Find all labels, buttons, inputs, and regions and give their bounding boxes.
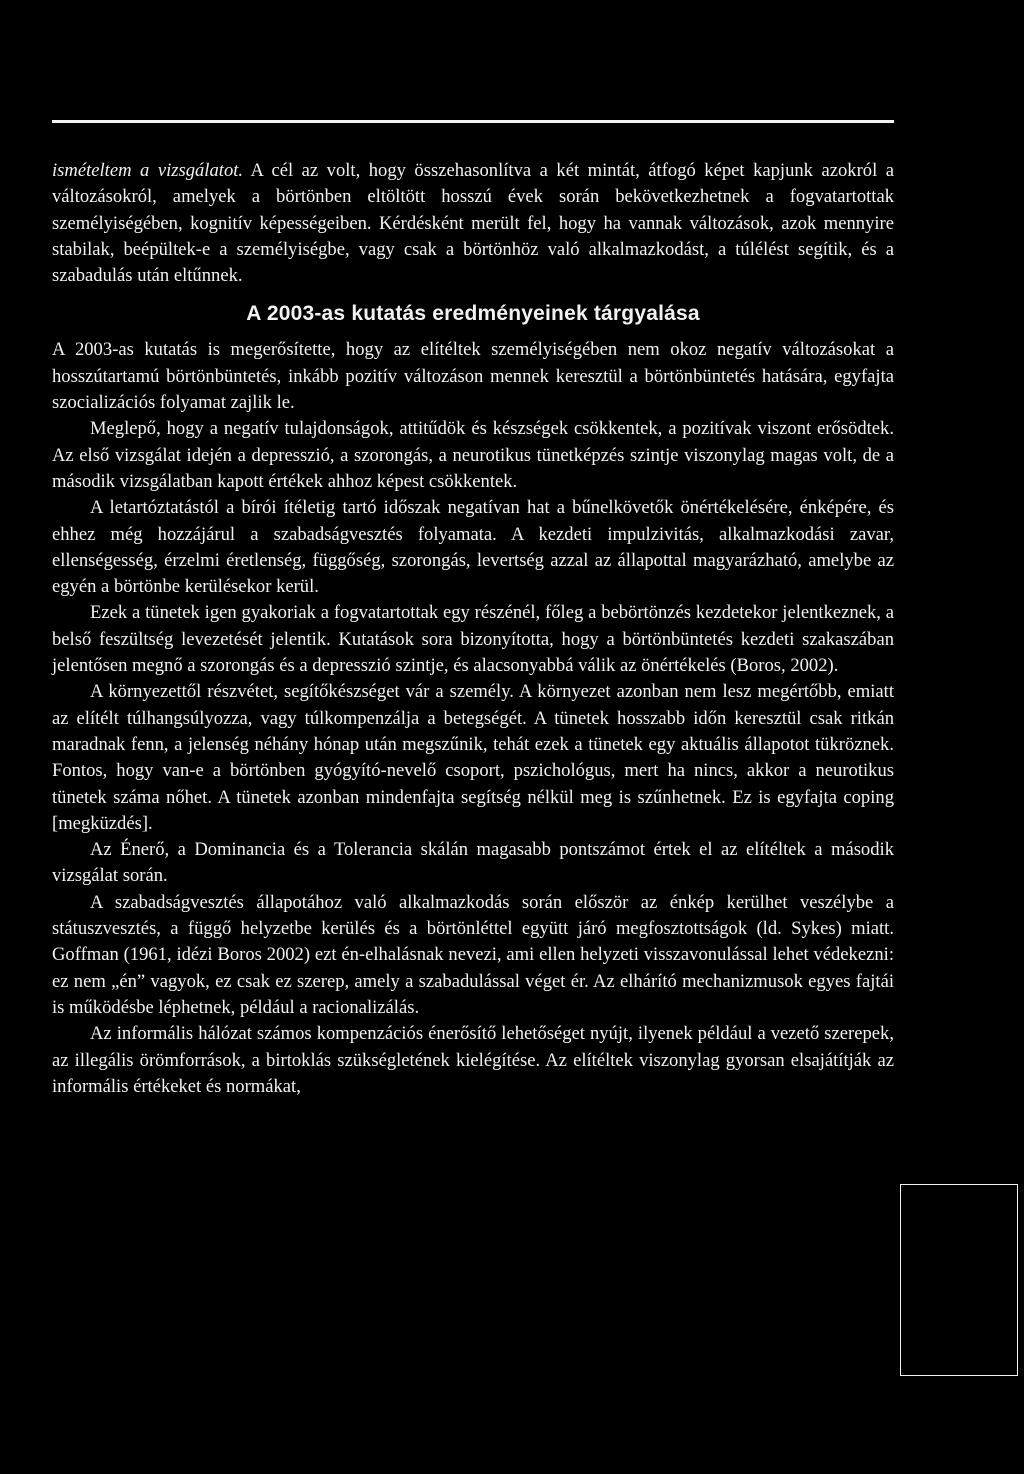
paragraph-3: A letartóztatástól a bírói ítéletig tartó időszak negatívan hat a bűnelkövetők önértékelésére, énképére, és ehhez még hozzájárul a szabadságvesztés folyamata. A kezdeti impulzivitás, alkalmazkodási zavar, ellenségesség, érzelmi éretlenség, függőség, szorongás, levertség azzal az állapottal magyarázható, amelybe az egyén a börtönbe kerülésekor kerül. (52, 497, 894, 598)
paragraph-2: Meglepő, hogy a negatív tulajdonságok, attitűdök és készségek csökkentek, a pozitívak viszont erősödtek. Az első vizsgálat idején a depresszió, a szorongás, a neurotikus tünetképzés szintje viszonylag magas volt, de a második vizsgálatban kapott értékek ahhoz képest csökkentek. (52, 418, 894, 492)
margin-box (900, 1184, 1018, 1376)
paragraph-7: A szabadságvesztés állapotához való alkalmazkodás során először az énkép kerülhet veszélybe a státuszvesztés, a függő helyzetbe kerülés és a börtönléttel együtt járó megfosztottságok (ld. Sykes) miatt. Goffman (1961, idézi Boros 2002) ezt én-elhalásnak nevezi, ami ellen helyzeti visszavonulással lehet védekezni: ez nem „én” vagyok, ez csak ez szerep, amely a szabadulással véget ér. Az elhárító mechanizmusok egyes fajtái is működésbe léphetnek, például a racionalizálás. (52, 891, 894, 1018)
paragraph-8: Az informális hálózat számos kompenzációs énerősítő lehetőséget nyújt, ilyenek például a vezető szerepek, az illegális örömforrások, a birtoklás szükségletének kielégítése. Az elítéltek viszonylag gyorsan elsajátítják az informális értékeket és normákat, (52, 1023, 894, 1097)
top-rule (52, 120, 894, 123)
section-heading: A 2003-as kutatás eredményeinek tárgyalása (246, 302, 700, 326)
document-body (52, 158, 894, 1100)
intro-italic-text: ismételtem a vizsgálatot. (52, 160, 244, 181)
intro-paragraph (52, 158, 894, 289)
paragraph-1: A 2003-as kutatás is megerősítette, hogy az elítéltek személyiségében nem okoz negatív változásokat a hosszútartamú börtönbüntetés, inkább pozitív változáson mennek keresztül a börtönbüntetés hatására, egyfajta szocializációs folyamat zajlik le. (52, 339, 894, 414)
paragraph-6: Az Énerő, a Dominancia és a Tolerancia skálán magasabb pontszámot értek el az elítéltek a második vizsgálat során. (52, 839, 894, 887)
paragraph-4: Ezek a tünetek igen gyakoriak a fogvatartottak egy részénél, főleg a bebörtönzés kezdetekor jelentkeznek, a belső feszültség levezetését jelentik. Kutatások sora bizonyította, hogy a börtönbüntetés kezdeti szakaszában jelentősen megnő a szorongás és a depresszió szintje, és alacsonyabbá válik az önértékelés (Boros, 2002). (52, 602, 894, 677)
paragraph-5: A környezettől részvétet, segítőkészséget vár a személy. A környezet azonban nem lesz megértőbb, emiatt az elítélt túlhangsúlyozza, vagy túlkompenzálja a betegségét. A tünetek hosszabb időn keresztül csak ritkán maradnak fenn, a jelenség néhány hónap után megszűnik, tehát ezek a tünetek egy aktuális állapotot tükröznek. Fontos, hogy van-e a börtönben gyógyító-nevelő csoport, pszichológus, mert ha nincs, akkor a neurotikus tünetek száma nőhet. A tünetek azonban mindenfajta segítség nélkül meg is szűnhetnek. Ez is egyfajta coping [megküzdés]. (52, 681, 894, 834)
intro-text: A cél az volt, hogy összehasonlítva a két mintát, átfogó képet kapjunk azokról a változásokról, amelyek a börtönben eltöltött hosszú évek során bekövetkezhetnek a fogvatartottak személyiségében, kognitív képességeiben. Kérdésként merült fel, hogy ha vannak változások, azok mennyire stabilak, beépültek-e a személyiségbe, vagy csak a börtönhöz való alkalmazkodást, a túlélést segítik, és a szabadulás után eltűnnek. (52, 160, 894, 287)
